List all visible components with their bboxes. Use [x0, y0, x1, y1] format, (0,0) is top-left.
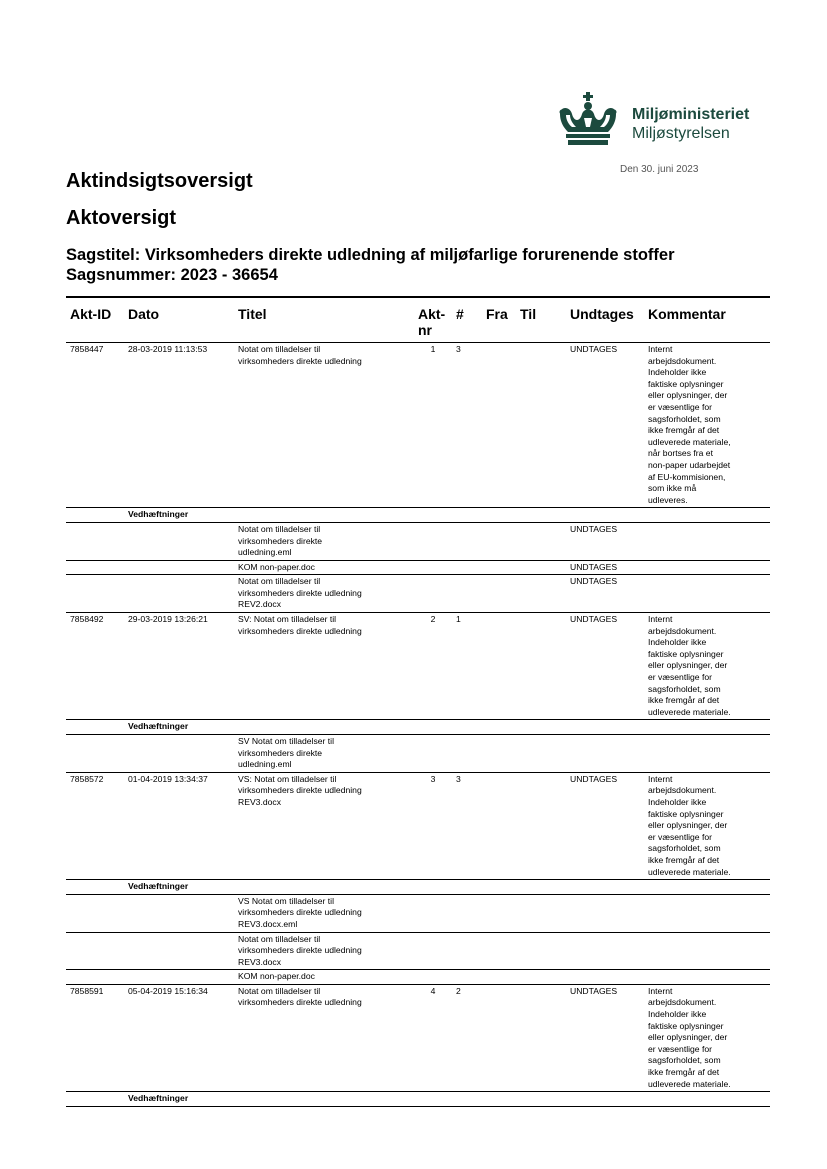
num: 3: [452, 343, 482, 508]
akt-id: [66, 560, 124, 575]
undtages: UNDTAGES: [566, 343, 644, 508]
num: 3: [452, 772, 482, 879]
case-title: Sagstitel: Virksomheders direkte udledning af miljøfarlige forurenende stoffer: [66, 246, 675, 264]
attachments-header-row: [66, 1092, 770, 1107]
undtages: [566, 932, 644, 970]
til: [516, 343, 566, 508]
titel: Notat om tilladelser til virksomheders direkte udledning REV3.docx: [234, 932, 414, 970]
undtages: UNDTAGES: [566, 522, 644, 560]
empty-cell: [452, 720, 482, 735]
til: [516, 894, 566, 932]
attachments-header-row: [66, 508, 770, 523]
akt-nr: [414, 970, 452, 985]
dato: 29-03-2019 13:26:21: [124, 613, 234, 720]
empty-cell: [516, 1092, 566, 1107]
akt-id: 7858572: [66, 772, 124, 879]
logo: [556, 92, 766, 148]
undtages: UNDTAGES: [566, 984, 644, 1091]
akt-nr: [414, 894, 452, 932]
empty-cell: [566, 720, 644, 735]
akt-nr: [414, 575, 452, 613]
akt-id: [66, 720, 124, 735]
attachment-row: [66, 560, 770, 575]
empty-cell: [516, 508, 566, 523]
col-kommentar: Kommentar: [644, 297, 770, 343]
titel: KOM non-paper.doc: [234, 560, 414, 575]
fra: [482, 522, 516, 560]
attachment-row: [66, 575, 770, 613]
empty-cell: [452, 508, 482, 523]
dato: [124, 932, 234, 970]
titel: Notat om tilladelser til virksomheders direkte udledning: [234, 343, 414, 508]
titel: Notat om tilladelser til virksomheders direkte udledning.eml: [234, 522, 414, 560]
fra: [482, 560, 516, 575]
til: [516, 575, 566, 613]
fra: [482, 970, 516, 985]
attachment-row: [66, 932, 770, 970]
titel: SV Notat om tilladelser til virksomheders direkte udledning.eml: [234, 735, 414, 773]
akt-nr: [414, 932, 452, 970]
empty-cell: [482, 508, 516, 523]
empty-cell: [644, 880, 770, 895]
kommentar: [644, 560, 770, 575]
empty-cell: [414, 508, 452, 523]
akt-id: 7858492: [66, 613, 124, 720]
table-header: [66, 297, 770, 343]
titel: Notat om tilladelser til virksomheders direkte udledning REV2.docx: [234, 575, 414, 613]
til: [516, 984, 566, 1091]
kommentar: Internt arbejdsdokument. Indeholder ikke faktiske oplysninger eller oplysninger, der er væsentlige for sagsforholdet, som ikke fremgår af det udleverede materiale, når bortses fra et non-paper udarbejdet af EU-kommisionen, som ikke må udleveres.: [644, 343, 770, 508]
akt-id: [66, 1092, 124, 1107]
table-row: [66, 772, 770, 879]
fra: [482, 735, 516, 773]
col-fra: Fra: [482, 297, 516, 343]
document-date: Den 30. juni 2023: [620, 164, 699, 175]
empty-cell: [482, 1092, 516, 1107]
empty-cell: [644, 720, 770, 735]
col-akt-nr: Akt- nr: [414, 297, 452, 343]
num: [452, 970, 482, 985]
akt-nr: 4: [414, 984, 452, 1091]
akt-nr: [414, 735, 452, 773]
empty-cell: [482, 880, 516, 895]
kommentar: [644, 575, 770, 613]
akt-id: [66, 970, 124, 985]
num: [452, 735, 482, 773]
til: [516, 932, 566, 970]
kommentar: Internt arbejdsdokument. Indeholder ikke faktiske oplysninger eller oplysninger, der er væsentlige for sagsforholdet, som ikke fremgår af det udleverede materiale.: [644, 613, 770, 720]
undtages: UNDTAGES: [566, 575, 644, 613]
titel: SV: Notat om tilladelser til virksomheders direkte udledning: [234, 613, 414, 720]
kommentar: [644, 970, 770, 985]
akt-id: [66, 880, 124, 895]
attachments-header-row: [66, 720, 770, 735]
akt-id: [66, 894, 124, 932]
document-table: [66, 296, 770, 1107]
akt-nr: 3: [414, 772, 452, 879]
empty-cell: [644, 508, 770, 523]
fra: [482, 613, 516, 720]
til: [516, 613, 566, 720]
kommentar: [644, 932, 770, 970]
akt-nr: 2: [414, 613, 452, 720]
empty-cell: [234, 720, 414, 735]
vedhaeftninger-label: Vedhæftninger: [124, 720, 234, 735]
table-row: [66, 984, 770, 1091]
akt-nr: [414, 560, 452, 575]
dato: 01-04-2019 13:34:37: [124, 772, 234, 879]
sub-org-name: Miljøstyrelsen: [632, 125, 730, 142]
num: [452, 575, 482, 613]
til: [516, 970, 566, 985]
undtages: UNDTAGES: [566, 560, 644, 575]
attachment-row: [66, 970, 770, 985]
empty-cell: [566, 508, 644, 523]
undtages: [566, 735, 644, 773]
fra: [482, 575, 516, 613]
til: [516, 735, 566, 773]
num: [452, 894, 482, 932]
kommentar: [644, 894, 770, 932]
col-titel: Titel: [234, 297, 414, 343]
dato: 05-04-2019 15:16:34: [124, 984, 234, 1091]
fra: [482, 772, 516, 879]
section-title: Aktoversigt: [66, 207, 177, 229]
akt-id: [66, 508, 124, 523]
empty-cell: [452, 1092, 482, 1107]
undtages: [566, 894, 644, 932]
page-title: Aktindsigtsoversigt: [66, 170, 253, 192]
empty-cell: [234, 508, 414, 523]
attachment-row: [66, 735, 770, 773]
num: [452, 522, 482, 560]
org-name: Miljøministeriet: [632, 106, 750, 123]
fra: [482, 343, 516, 508]
crown-icon: [556, 92, 620, 148]
col-til: Til: [516, 297, 566, 343]
empty-cell: [414, 720, 452, 735]
fra: [482, 932, 516, 970]
dato: [124, 970, 234, 985]
empty-cell: [414, 1092, 452, 1107]
fra: [482, 984, 516, 1091]
num: [452, 932, 482, 970]
kommentar: Internt arbejdsdokument. Indeholder ikke faktiske oplysninger eller oplysninger, der er væsentlige for sagsforholdet, som ikke fremgår af det udleverede materiale.: [644, 984, 770, 1091]
case-number: Sagsnummer: 2023 - 36654: [66, 266, 278, 284]
titel: KOM non-paper.doc: [234, 970, 414, 985]
attachment-row: [66, 522, 770, 560]
col-undtages: Undtages: [566, 297, 644, 343]
kommentar: [644, 522, 770, 560]
table-row: [66, 343, 770, 508]
akt-nr: 1: [414, 343, 452, 508]
col-akt-id: Akt-ID: [66, 297, 124, 343]
til: [516, 522, 566, 560]
dato: [124, 560, 234, 575]
attachments-header-row: [66, 880, 770, 895]
empty-cell: [452, 880, 482, 895]
dato: [124, 894, 234, 932]
vedhaeftninger-label: Vedhæftninger: [124, 1092, 234, 1107]
titel: VS Notat om tilladelser til virksomheders direkte udledning REV3.docx.eml: [234, 894, 414, 932]
titel: VS: Notat om tilladelser til virksomheders direkte udledning REV3.docx: [234, 772, 414, 879]
akt-id: [66, 735, 124, 773]
dato: [124, 575, 234, 613]
akt-id: [66, 522, 124, 560]
num: [452, 560, 482, 575]
til: [516, 772, 566, 879]
undtages: [566, 970, 644, 985]
num: 2: [452, 984, 482, 1091]
til: [516, 560, 566, 575]
col-dato: Dato: [124, 297, 234, 343]
dato: 28-03-2019 11:13:53: [124, 343, 234, 508]
akt-id: 7858447: [66, 343, 124, 508]
empty-cell: [566, 1092, 644, 1107]
empty-cell: [566, 880, 644, 895]
kommentar: [644, 735, 770, 773]
attachment-row: [66, 894, 770, 932]
empty-cell: [414, 880, 452, 895]
akt-id: [66, 932, 124, 970]
undtages: UNDTAGES: [566, 772, 644, 879]
num: 1: [452, 613, 482, 720]
empty-cell: [234, 1092, 414, 1107]
empty-cell: [644, 1092, 770, 1107]
kommentar: Internt arbejdsdokument. Indeholder ikke faktiske oplysninger eller oplysninger, der er væsentlige for sagsforholdet, som ikke fremgår af det udleverede materiale.: [644, 772, 770, 879]
empty-cell: [234, 880, 414, 895]
akt-id: [66, 575, 124, 613]
akt-id: 7858591: [66, 984, 124, 1091]
dato: [124, 735, 234, 773]
empty-cell: [516, 720, 566, 735]
titel: Notat om tilladelser til virksomheders direkte udledning: [234, 984, 414, 1091]
empty-cell: [482, 720, 516, 735]
empty-cell: [516, 880, 566, 895]
table-row: [66, 613, 770, 720]
akt-nr: [414, 522, 452, 560]
dato: [124, 522, 234, 560]
table-body: [66, 343, 770, 1107]
vedhaeftninger-label: Vedhæftninger: [124, 508, 234, 523]
fra: [482, 894, 516, 932]
undtages: UNDTAGES: [566, 613, 644, 720]
vedhaeftninger-label: Vedhæftninger: [124, 880, 234, 895]
col-num: #: [452, 297, 482, 343]
